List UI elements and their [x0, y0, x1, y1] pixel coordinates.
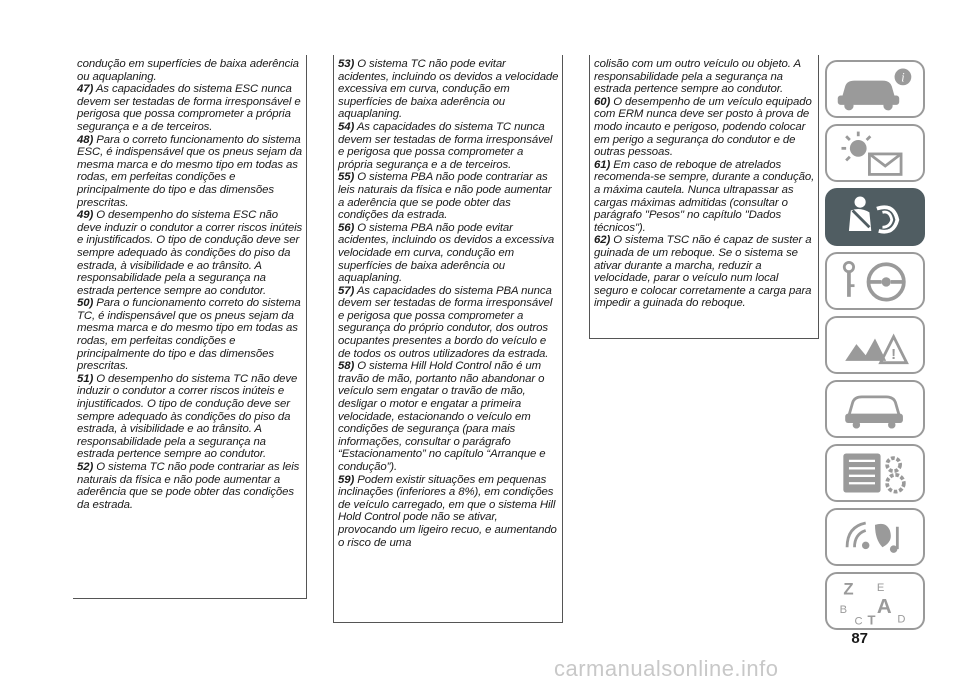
- note-paragraph: [77, 83, 303, 133]
- tab-maintenance[interactable]: [825, 380, 925, 438]
- note-text: O desempenho do sistema TC não deve induzir o condutor a correr riscos inúteis e injustificados. O tipo de condução deve ser sempre adequado às condições do piso da estrada, à visibilidade e ao trânsito. A responsabilidade pela a segurança na estrada pertence sempre ao condutor.: [77, 372, 298, 461]
- note-number: 50): [77, 297, 94, 310]
- note-text: O sistema TC não pode contrariar as leis naturais da física e não pode aumentar a aderência que se pode obter das condições da estrada.: [77, 461, 300, 511]
- note-text: O desempenho de um veículo equipado com ERM nunca deve ser posto à prova de modo incauto e perigoso, podendo colocar em perigo a segurança do condutor e de outras pessoas.: [594, 95, 812, 159]
- tab-warning-lights[interactable]: [825, 124, 925, 182]
- continued-paragraph: [594, 58, 815, 96]
- note-number: 62): [594, 234, 611, 247]
- note-paragraph: [338, 222, 559, 285]
- note-paragraph: [338, 285, 559, 361]
- svg-text:A: A: [876, 595, 892, 619]
- svg-text:!: !: [891, 346, 897, 363]
- text-column-3: [589, 55, 819, 339]
- note-text: Para o correto funcionamento do sistema ESC, é indispensável que os pneus sejam da mesma marca e do mesmo tipo em todas as rodas, em perfeitas condições e principalmente do tipo e das dimensões prescritas.: [77, 133, 303, 209]
- note-text: colisão com um outro veículo ou objeto. A responsabilidade pela a segurança na estrada pertence sempre ao condutor.: [594, 58, 801, 96]
- note-paragraph: [338, 171, 559, 221]
- note-paragraph: [77, 373, 303, 461]
- note-text: O desempenho do sistema ESC não deve induzir o condutor a correr riscos inúteis e injustificados. O tipo de condução deve ser sempre adequado às condições do piso da estrada, à visibilidade e ao trânsito. A responsabilidade pela a segurança na estrada pertence sempre ao condutor.: [77, 209, 303, 297]
- text-column-1: [73, 55, 307, 599]
- svg-text:Z: Z: [843, 579, 854, 599]
- note-text: Em caso de reboque de atrelados recomenda-se sempre, durante a condução, a máxima cautela. Nunca ultrapassar as cargas máximas admitidas (consultar o parágrafo "Pesos" no capítulo "Dados técnicos").: [594, 158, 815, 234]
- note-number: 49): [77, 209, 94, 222]
- svg-text:C: C: [854, 615, 863, 628]
- note-text: O sistema PBA não pode contrariar as leis naturais da física e não pode aumentar a aderência que se pode obter das condições da estrada.: [338, 171, 552, 222]
- watermark-text: carmanualsonline.info: [554, 656, 779, 681]
- note-paragraph: [594, 96, 815, 159]
- svg-text:B: B: [839, 604, 848, 617]
- note-text: As capacidades do sistema TC nunca devem ser testadas de forma irresponsável e perigosa que possa comprometer a própria segurança e a de terceiros.: [338, 120, 553, 171]
- note-paragraph: [77, 209, 303, 297]
- tab-index[interactable]: [825, 572, 925, 630]
- key-steering-wheel-icon: [827, 254, 923, 308]
- svg-text:E: E: [876, 581, 885, 594]
- alphabetical-index-icon: [827, 574, 923, 628]
- note-paragraph: [338, 58, 559, 121]
- note-number: 53): [338, 58, 355, 70]
- text-column-2: [333, 55, 563, 623]
- tab-technical-data[interactable]: [825, 444, 925, 502]
- note-text: Para o funcionamento correto do sistema TC, é indispensável que os pneus sejam da mesma marca e do mesmo tipo em todas as rodas, em perfeitas condições e principalmente do tipo e das dimensões prescritas.: [77, 297, 301, 373]
- svg-text:i: i: [901, 70, 905, 85]
- note-text: As capacidades do sistema ESC nunca devem ser testadas de forma irresponsável e perigosa que possa comprometer a própria segurança e a de terceiros.: [77, 83, 301, 133]
- note-paragraph: [338, 474, 559, 550]
- note-number: 61): [594, 158, 611, 171]
- note-paragraph: [594, 234, 815, 310]
- note-paragraph: [338, 121, 559, 171]
- note-number: 52): [77, 461, 94, 473]
- note-paragraph: [77, 297, 303, 373]
- note-number: 59): [338, 473, 355, 486]
- note-number: 58): [338, 360, 355, 373]
- note-text: Podem existir situações em pequenas inclinações (inferiores a 8%), em condições de veículo carregado, em que o sistema Hill Hold Control pode não se ativar, provocando um ligeiro recuo, e aumentando o risco de uma: [338, 473, 557, 549]
- note-number: 56): [338, 221, 355, 234]
- tab-multimedia[interactable]: [825, 508, 925, 566]
- note-number: 51): [77, 372, 94, 385]
- note-number: 60): [594, 95, 611, 108]
- tab-safety[interactable]: [825, 188, 925, 246]
- note-paragraph: [77, 134, 303, 210]
- note-number: 57): [338, 284, 355, 297]
- note-paragraph: [338, 360, 559, 473]
- note-text: As capacidades do sistema PBA nunca devem ser testadas de forma irresponsável e perigosa que possa comprometer a segurança do próprio condutor, dos outros ocupantes presentes a bordo do veículo e de todos os outros utilizadores da estrada.: [338, 284, 553, 360]
- note-paragraph: [77, 461, 303, 511]
- multimedia-music-icon: [827, 510, 923, 564]
- tab-car-info[interactable]: [825, 60, 925, 118]
- svg-text:D: D: [897, 613, 906, 626]
- specs-list-gears-icon: [827, 446, 923, 500]
- note-number: 47): [77, 83, 94, 96]
- svg-text:T: T: [867, 612, 876, 628]
- car-maintenance-icon: [827, 382, 923, 436]
- note-text: O sistema Hill Hold Control não é um travão de mão, portanto não abandonar o veículo sem engatar o travão de mão, desligar o motor e engatar a primeira velocidade, estacionando o veículo em condições de segurança (para mais informações, consultar o parágrafo “Estacionamento” no capítulo “Arranque e condução”).: [338, 360, 546, 473]
- note-number: 55): [338, 171, 355, 184]
- note-number: 48): [77, 133, 94, 146]
- continued-paragraph: [77, 58, 303, 83]
- note-text: O sistema PBA não pode evitar acidentes, incluindo os devidos a excessiva velocidade em curva, condução em superfícies de baixa aderência ou aquaplaning.: [338, 221, 555, 285]
- tab-starting-driving[interactable]: [825, 252, 925, 310]
- seatbelt-airbag-icon: [827, 190, 923, 244]
- warning-triangle-icon: [827, 318, 923, 372]
- tab-emergency[interactable]: [825, 316, 925, 374]
- page-number: 87: [851, 630, 868, 647]
- car-info-icon: [827, 62, 923, 116]
- warning-lights-mail-icon: [827, 126, 923, 180]
- note-text: O sistema TSC não é capaz de suster a guinada de um reboque. Se o sistema se ativar durante a marcha, reduzir a velocidade, parar o veículo num local seguro e colocar corretamente a carga para impedir a guinada do reboque.: [594, 234, 812, 310]
- note-text: condução em superfícies de baixa aderência ou aquaplaning.: [77, 58, 299, 83]
- note-number: 54): [338, 120, 355, 133]
- note-text: O sistema TC não pode evitar acidentes, incluindo os devidos a velocidade excessiva em curva, condução em superfícies de baixa aderência ou aquaplaning.: [338, 58, 559, 121]
- note-paragraph: [594, 159, 815, 235]
